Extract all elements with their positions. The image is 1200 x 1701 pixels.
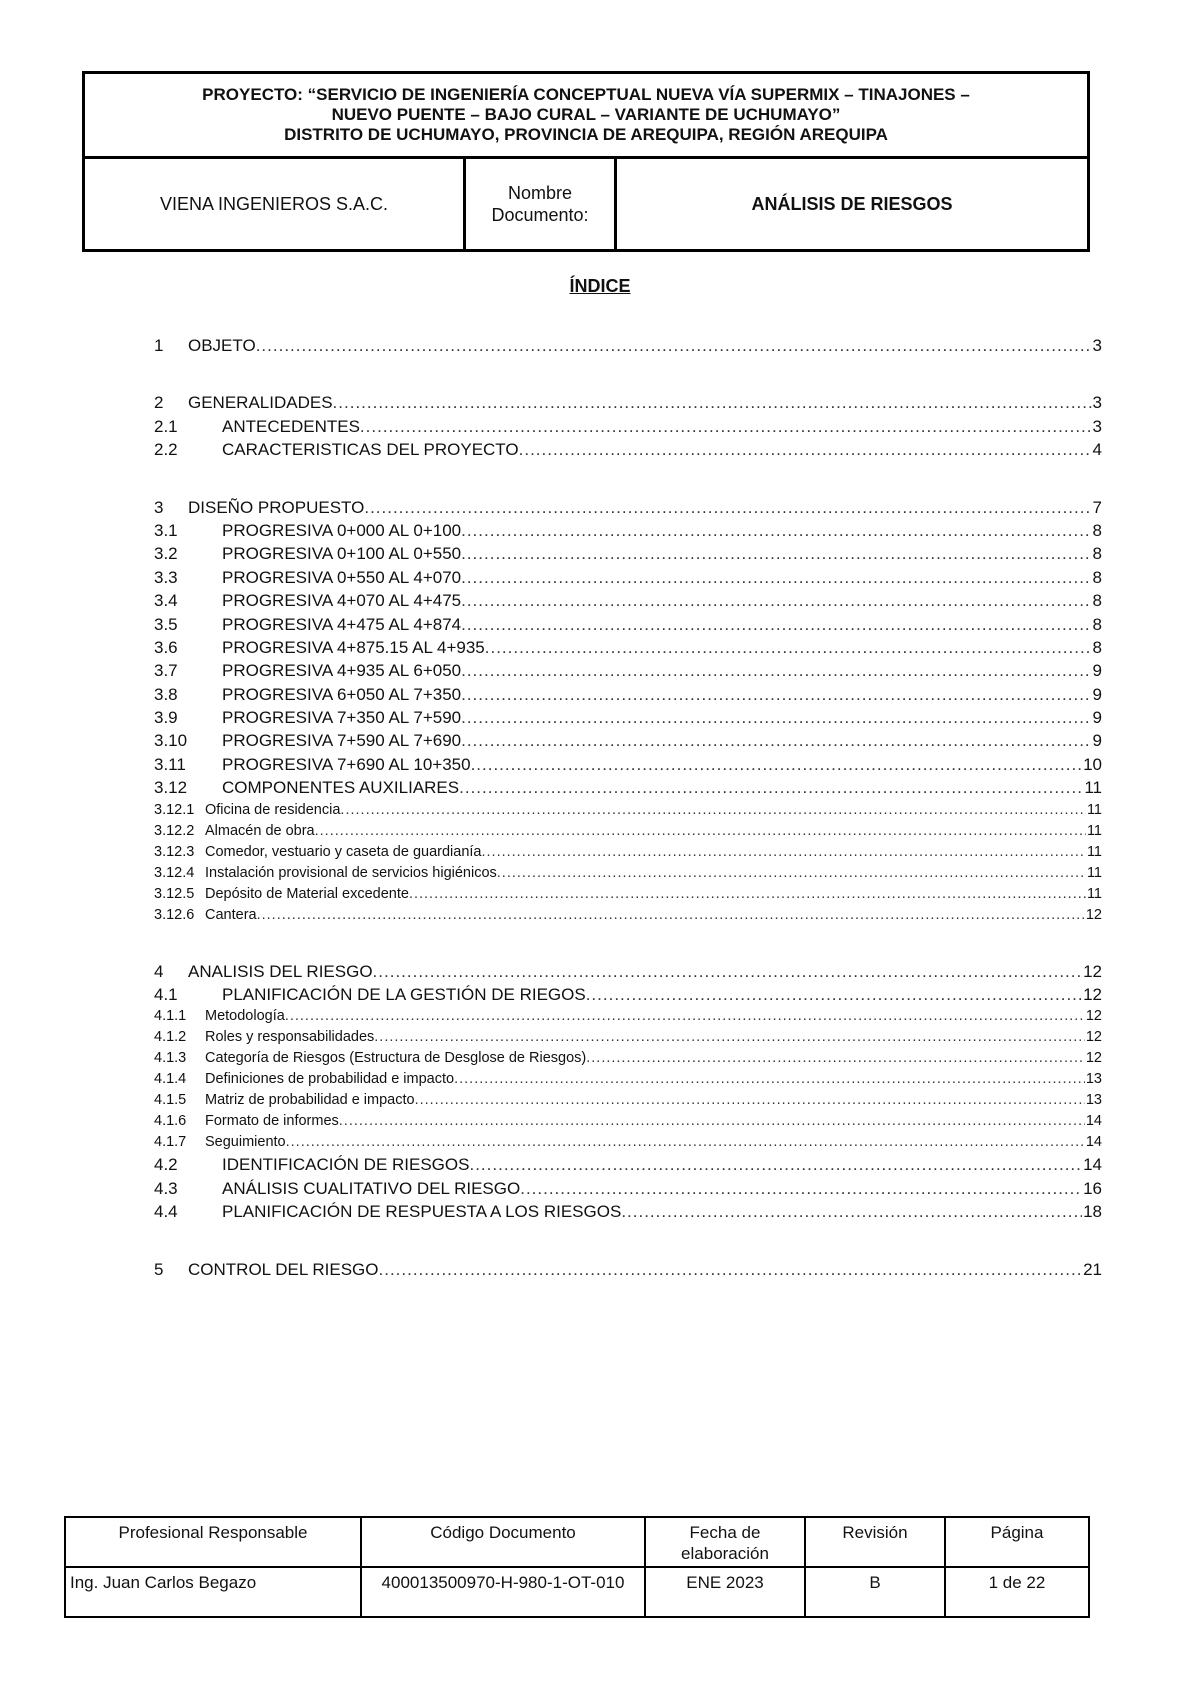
toc-entry-page: 7 [1092, 497, 1102, 517]
toc-entry-title: ANÁLISIS CUALITATIVO DEL RIESGO [222, 1178, 521, 1198]
toc-entry-title: Depósito de Material excedente [205, 885, 409, 902]
toc-entry-page: 9 [1092, 684, 1102, 704]
toc-entry-number: 4.3 [154, 1178, 178, 1198]
toc-leader-dots [469, 1153, 1082, 1176]
toc-entry-page: 11 [1086, 885, 1102, 902]
footer-revision: B [805, 1567, 945, 1617]
toc-entry-title: PROGRESIVA 7+690 AL 10+350 [222, 754, 471, 774]
toc-entry[interactable] [154, 613, 1102, 636]
toc-entry[interactable] [154, 842, 1102, 863]
toc-entry-number: 3.12.3 [154, 843, 195, 860]
toc-entry-number: 2.2 [154, 440, 178, 460]
toc-entry-title: PROGRESIVA 0+550 AL 4+070 [222, 567, 462, 587]
toc-leader-dots [286, 1132, 1085, 1153]
toc-entry-title: COMPONENTES AUXILIARES [222, 778, 460, 798]
toc-entry-number: 4 [154, 961, 164, 981]
toc-leader-dots [257, 905, 1085, 926]
toc-leader-dots [415, 1090, 1085, 1111]
toc-entry[interactable] [154, 334, 1102, 357]
toc-leader-dots [459, 776, 1083, 799]
toc-entry-number: 3.8 [154, 684, 178, 704]
toc-entry-page: 9 [1092, 661, 1102, 681]
toc-entry-title: CARACTERISTICAS DEL PROYECTO [222, 440, 519, 460]
toc-leader-dots [461, 542, 1091, 565]
toc-entry-title: PLANIFICACIÓN DE LA GESTIÓN DE RIEGOS [222, 985, 586, 1005]
toc-entry-title: PROGRESIVA 4+070 AL 4+475 [222, 591, 462, 611]
toc-entry-title: Categoría de Riesgos (Estructura de Desglose de Riesgos) [205, 1050, 587, 1067]
toc-entry-title: Metodología [205, 1008, 285, 1025]
toc-entry-page: 14 [1083, 1155, 1102, 1175]
toc-leader-dots [461, 729, 1091, 752]
toc-entry-page: 13 [1085, 1071, 1102, 1088]
toc-entry-page: 8 [1092, 520, 1102, 540]
toc-entry[interactable] [154, 776, 1102, 799]
toc-entry[interactable] [154, 391, 1102, 414]
toc-entry-page: 11 [1084, 778, 1102, 798]
toc-entry-page: 8 [1092, 591, 1102, 611]
toc-entry-number: 1 [154, 336, 164, 355]
toc-entry-number: 3.9 [154, 708, 178, 728]
toc-entry-title: Oficina de residencia [205, 801, 341, 818]
toc-entry[interactable] [154, 729, 1102, 752]
toc-leader-dots [519, 438, 1092, 461]
toc-entry[interactable] [154, 1200, 1102, 1223]
toc-entry-page: 8 [1092, 637, 1102, 657]
toc-leader-dots [461, 566, 1091, 589]
toc-leader-dots [333, 391, 1092, 414]
toc-entry-page: 12 [1083, 985, 1102, 1005]
toc-leader-dots [409, 884, 1086, 905]
toc-entry-page: 3 [1092, 393, 1102, 413]
toc-entry-number: 4.1.7 [154, 1134, 187, 1151]
toc-entry-page: 12 [1085, 1008, 1102, 1025]
toc-spacer [154, 462, 1102, 496]
toc-entry-page: 10 [1083, 754, 1102, 774]
toc-entry-page: 14 [1085, 1134, 1102, 1151]
toc-entry-page: 12 [1085, 1029, 1102, 1046]
toc-entry-number: 3.3 [154, 567, 178, 587]
footer-code: 400013500970-H-980-1-OT-010 [361, 1567, 645, 1617]
toc-spacer [154, 357, 1102, 391]
toc-entry-title: IDENTIFICACIÓN DE RIESGOS [222, 1155, 470, 1175]
toc-entry-page: 12 [1083, 961, 1102, 981]
toc-entry-page: 3 [1092, 336, 1102, 355]
toc-entry[interactable] [154, 863, 1102, 884]
document-name-label [465, 158, 616, 251]
toc-entry-title: PROGRESIVA 4+475 AL 4+874 [222, 614, 462, 634]
table-of-contents [154, 334, 1102, 1281]
toc-entry-page: 12 [1085, 1050, 1102, 1067]
toc-leader-dots [461, 683, 1091, 706]
document-name-label-line-1: Nombre [507, 183, 573, 203]
project-location: DISTRITO DE UCHUMAYO, PROVINCIA DE AREQUIPA, REGIÓN AREQUIPA [284, 125, 888, 144]
toc-entry-number: 4.1.2 [154, 1029, 187, 1046]
toc-entry[interactable] [154, 1258, 1102, 1281]
toc-entry-page: 11 [1086, 843, 1102, 860]
toc-leader-dots [360, 415, 1092, 438]
toc-entry-page: 16 [1083, 1178, 1102, 1198]
toc-leader-dots [256, 334, 1092, 357]
toc-entry[interactable] [154, 1177, 1102, 1200]
toc-leader-dots [586, 983, 1082, 1006]
toc-leader-dots [471, 753, 1083, 776]
toc-entry[interactable] [154, 1048, 1102, 1069]
toc-leader-dots [461, 659, 1091, 682]
toc-entry-title: Formato de informes [205, 1113, 339, 1130]
toc-entry-title: Roles y responsabilidades [205, 1029, 375, 1046]
toc-entry-page: 4 [1092, 440, 1102, 460]
company-name: VIENA INGENIEROS S.A.C. [84, 158, 465, 251]
toc-entry-number: 3.12.5 [154, 885, 195, 902]
toc-entry-page: 12 [1085, 906, 1102, 923]
toc-leader-dots [454, 1069, 1085, 1090]
toc-entry-title: PROGRESIVA 7+590 AL 7+690 [222, 731, 462, 751]
toc-entry-number: 3.12 [154, 778, 188, 798]
toc-leader-dots [520, 1177, 1082, 1200]
toc-entry-title: PROGRESIVA 0+100 AL 0+550 [222, 544, 462, 564]
toc-entry-title: ANTECEDENTES [222, 416, 360, 436]
toc-entry-number: 3.12.4 [154, 864, 195, 881]
toc-leader-dots [461, 519, 1091, 542]
toc-entry-page: 14 [1085, 1113, 1102, 1130]
toc-entry-title: PROGRESIVA 7+350 AL 7+590 [222, 708, 462, 728]
toc-entry[interactable] [154, 519, 1102, 542]
document-header [82, 71, 1090, 252]
toc-entry-title: Cantera [205, 906, 257, 923]
toc-entry[interactable] [154, 1027, 1102, 1048]
project-title-line-1: PROYECTO: “SERVICIO DE INGENIERÍA CONCEPTUAL NUEVA VÍA SUPERMIX – TINAJONES – [202, 85, 970, 104]
toc-entry-title: PROGRESIVA 0+000 AL 0+100 [222, 520, 462, 540]
toc-entry-number: 3.10 [154, 731, 188, 751]
toc-entry-number: 3.5 [154, 614, 178, 634]
toc-entry[interactable] [154, 753, 1102, 776]
toc-entry-page: 9 [1092, 708, 1102, 728]
toc-entry-page: 11 [1086, 864, 1102, 881]
toc-entry[interactable] [154, 659, 1102, 682]
toc-entry[interactable] [154, 706, 1102, 729]
toc-leader-dots [340, 800, 1086, 821]
index-title: ÍNDICE [569, 276, 631, 296]
toc-entry-title: PROGRESIVA 6+050 AL 7+350 [222, 684, 462, 704]
toc-entry-page: 11 [1086, 822, 1102, 839]
toc-entry-number: 3.11 [154, 754, 186, 774]
toc-entry-number: 4.2 [154, 1155, 178, 1175]
toc-entry-title: CONTROL DEL RIESGO [188, 1259, 379, 1279]
toc-entry-page: 8 [1092, 544, 1102, 564]
toc-leader-dots [315, 821, 1086, 842]
toc-entry[interactable] [154, 1111, 1102, 1132]
toc-entry-title: Comedor, vestuario y caseta de guardianía [205, 843, 482, 860]
toc-entry-page: 8 [1092, 567, 1102, 587]
toc-entry[interactable] [154, 589, 1102, 612]
toc-entry[interactable] [154, 566, 1102, 589]
toc-leader-dots [497, 863, 1086, 884]
toc-entry-title: Instalación provisional de servicios higiénicos [205, 864, 497, 881]
toc-entry-number: 3.12.6 [154, 906, 195, 923]
toc-entry-number: 4.4 [154, 1202, 178, 1222]
toc-entry-page: 3 [1092, 416, 1102, 436]
footer-date: ENE 2023 [645, 1567, 805, 1617]
toc-leader-dots [461, 706, 1091, 729]
project-title-cell [84, 73, 1089, 158]
toc-entry[interactable] [154, 1069, 1102, 1090]
toc-entry-number: 4.1.6 [154, 1113, 187, 1130]
toc-entry[interactable] [154, 905, 1102, 926]
toc-entry[interactable] [154, 542, 1102, 565]
toc-entry-page: 18 [1083, 1202, 1102, 1222]
document-footer [64, 1516, 1090, 1618]
toc-entry[interactable] [154, 683, 1102, 706]
footer-header-responsible: Profesional Responsable [65, 1517, 361, 1567]
toc-leader-dots [364, 496, 1091, 519]
toc-entry-number: 2 [154, 393, 164, 413]
toc-entry[interactable] [154, 983, 1102, 1006]
toc-leader-dots [373, 960, 1083, 983]
toc-leader-dots [481, 842, 1085, 863]
footer-responsible: Ing. Juan Carlos Begazo [65, 1567, 361, 1617]
toc-leader-dots [621, 1200, 1082, 1223]
toc-entry-title: GENERALIDADES [188, 393, 333, 413]
toc-entry[interactable] [154, 496, 1102, 519]
toc-entry-number: 4.1.5 [154, 1092, 187, 1109]
toc-entry-number: 4.1.4 [154, 1071, 187, 1088]
toc-entry[interactable] [154, 884, 1102, 905]
toc-entry[interactable] [154, 821, 1102, 842]
toc-leader-dots [339, 1111, 1085, 1132]
toc-leader-dots [374, 1027, 1085, 1048]
toc-entry[interactable] [154, 636, 1102, 659]
toc-entry-number: 4.1.3 [154, 1050, 187, 1067]
toc-entry[interactable] [154, 1132, 1102, 1153]
toc-entry-number: 3.7 [154, 661, 178, 681]
toc-entry[interactable] [154, 800, 1102, 821]
toc-entry-title: Seguimiento [205, 1134, 286, 1151]
toc-spacer [154, 1224, 1102, 1258]
toc-entry-number: 4.1 [154, 985, 178, 1005]
toc-entry[interactable] [154, 1006, 1102, 1027]
toc-entry-title: Almacén de obra [205, 822, 315, 839]
toc-leader-dots [285, 1006, 1085, 1027]
document-name-label-line-2: Documento: [491, 205, 589, 225]
toc-entry-number: 3.2 [154, 544, 178, 564]
toc-entry-title: PROGRESIVA 4+935 AL 6+050 [222, 661, 462, 681]
toc-entry-page: 13 [1085, 1092, 1102, 1109]
toc-entry-title: DISEÑO PROPUESTO [188, 497, 365, 517]
toc-entry-page: 11 [1086, 801, 1102, 818]
toc-entry-page: 21 [1083, 1259, 1102, 1279]
toc-entry-number: 4.1.1 [154, 1008, 187, 1025]
toc-leader-dots [586, 1048, 1085, 1069]
toc-leader-dots [379, 1258, 1083, 1281]
toc-entry-title: ANALISIS DEL RIESGO [188, 961, 373, 981]
footer-header-page: Página [945, 1517, 1089, 1567]
toc-entry-number: 3.1 [154, 520, 178, 540]
toc-entry[interactable] [154, 960, 1102, 983]
toc-entry-number: 3 [154, 497, 164, 517]
toc-entry-title: Definiciones de probabilidad e impacto [205, 1071, 455, 1088]
toc-entry-title: PROGRESIVA 4+875.15 AL 4+935 [222, 637, 485, 657]
footer-header-revision: Revisión [805, 1517, 945, 1567]
footer-page: 1 de 22 [945, 1567, 1089, 1617]
toc-entry[interactable] [154, 1090, 1102, 1111]
project-title-line-2: NUEVO PUENTE – BAJO CURAL – VARIANTE DE UCHUMAYO” [331, 105, 841, 124]
toc-entry-number: 3.12.1 [154, 801, 195, 818]
toc-entry-title: Matriz de probabilidad e impacto [205, 1092, 415, 1109]
toc-entry-number: 2.1 [154, 416, 178, 436]
toc-entry-page: 9 [1092, 731, 1102, 751]
toc-entry-number: 3.12.2 [154, 822, 195, 839]
toc-entry-number: 3.4 [154, 591, 178, 611]
toc-entry-page: 8 [1092, 614, 1102, 634]
toc-entry[interactable] [154, 438, 1102, 461]
footer-header-date: Fecha de elaboración [645, 1517, 805, 1567]
toc-leader-dots [461, 613, 1091, 636]
document-name: ANÁLISIS DE RIESGOS [616, 158, 1089, 251]
toc-entry[interactable] [154, 415, 1102, 438]
toc-entry-number: 3.6 [154, 637, 178, 657]
toc-leader-dots [485, 636, 1092, 659]
toc-entry-title: OBJETO [188, 336, 256, 355]
toc-spacer [154, 926, 1102, 960]
toc-entry-number: 5 [154, 1259, 164, 1279]
toc-entry[interactable] [154, 1153, 1102, 1176]
toc-leader-dots [461, 589, 1091, 612]
toc-entry-title: PLANIFICACIÓN DE RESPUESTA A LOS RIESGOS [222, 1202, 622, 1222]
footer-header-code: Código Documento [361, 1517, 645, 1567]
